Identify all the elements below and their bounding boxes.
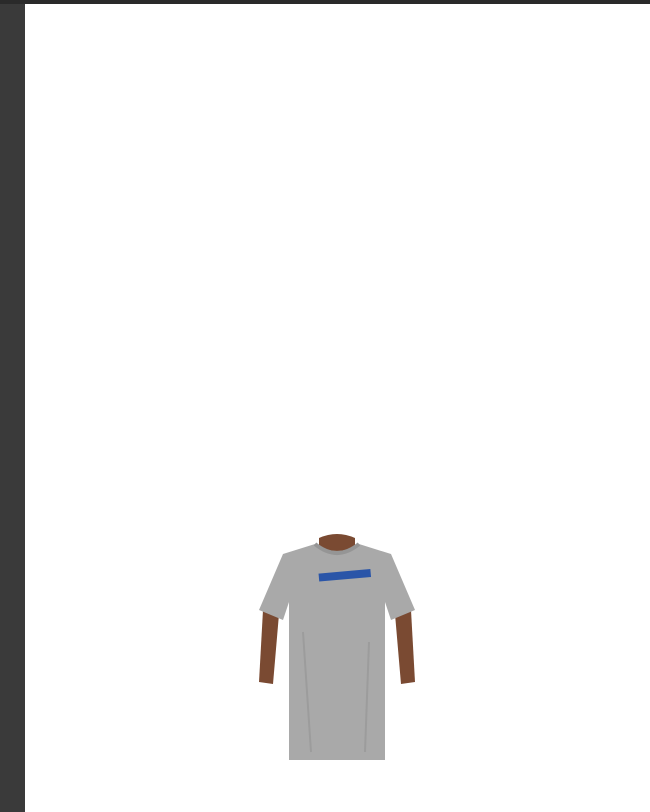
tshirt-photo [259,532,415,760]
document-page [25,4,650,812]
document-body [98,74,588,92]
